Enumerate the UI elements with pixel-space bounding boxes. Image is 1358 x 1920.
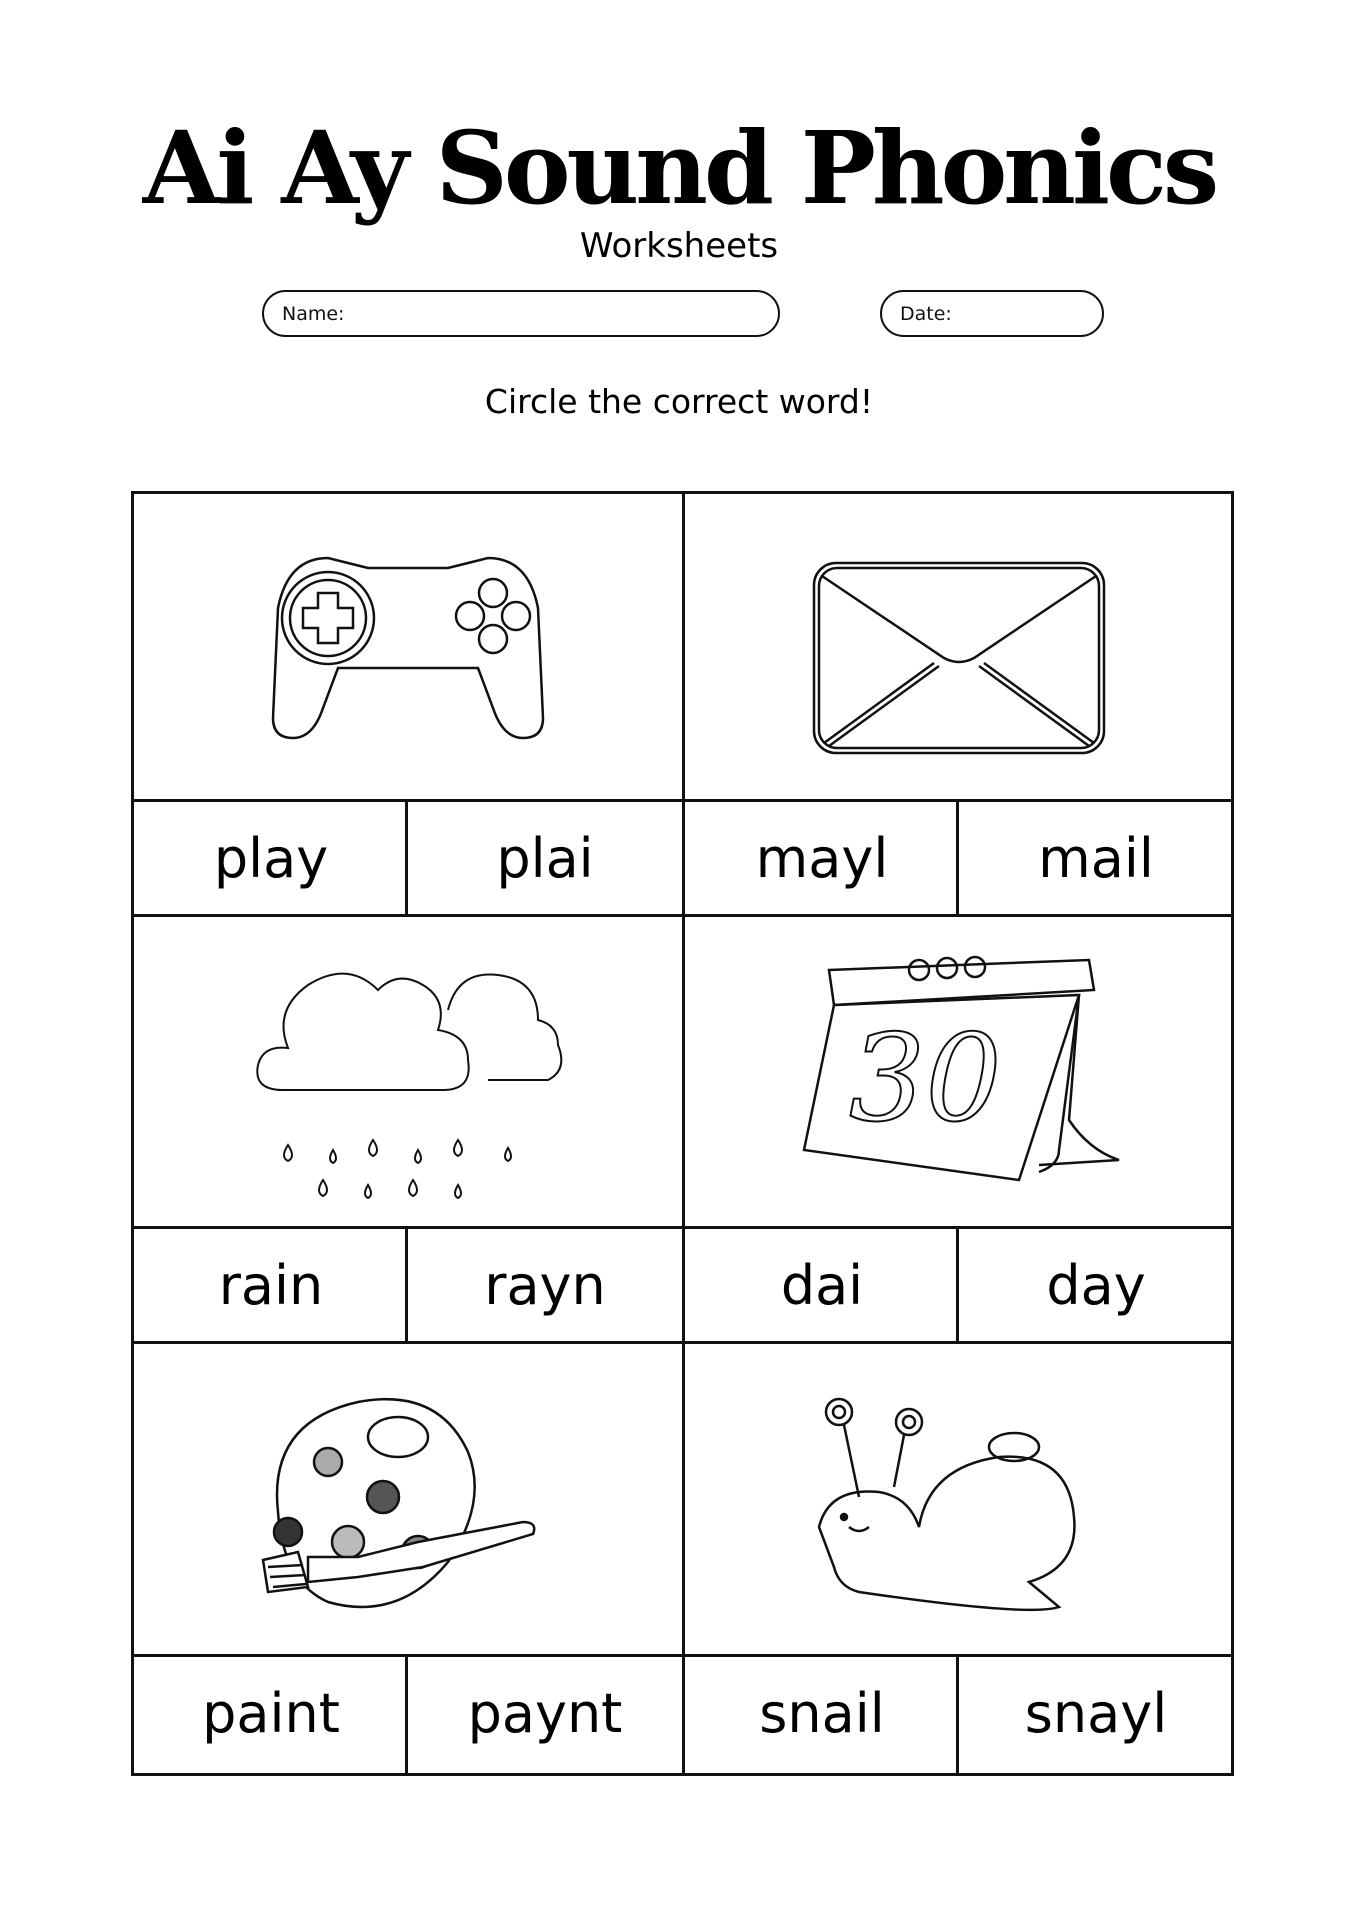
snail-icon bbox=[799, 1377, 1119, 1627]
calendar-number: 30 bbox=[849, 1010, 1002, 1149]
grid-divider bbox=[405, 1657, 408, 1776]
grid-divider bbox=[682, 494, 685, 1773]
worksheet-subtitle: Worksheets bbox=[579, 226, 779, 266]
grid-divider bbox=[134, 799, 1231, 802]
word-choice[interactable]: plai bbox=[496, 826, 594, 890]
picture-cell-1 bbox=[134, 494, 682, 802]
envelope-icon bbox=[804, 538, 1114, 758]
picture-cell-6 bbox=[685, 1348, 1233, 1656]
word-choice[interactable]: rayn bbox=[484, 1253, 606, 1317]
word-choice[interactable]: day bbox=[1046, 1253, 1146, 1317]
word-choice[interactable]: rain bbox=[218, 1253, 324, 1317]
grid-divider bbox=[134, 914, 1231, 917]
word-choice[interactable]: snail bbox=[759, 1681, 885, 1745]
grid-divider bbox=[405, 802, 408, 917]
word-choice[interactable]: mail bbox=[1038, 826, 1154, 890]
name-label: Name: bbox=[282, 302, 345, 325]
date-label: Date: bbox=[900, 302, 952, 325]
calendar-icon bbox=[789, 950, 1129, 1200]
word-choice[interactable]: paint bbox=[202, 1681, 340, 1745]
instruction-text: Circle the correct word! bbox=[484, 382, 874, 421]
picture-cell-3 bbox=[134, 921, 682, 1229]
word-choice[interactable]: mayl bbox=[755, 826, 889, 890]
grid-divider bbox=[405, 1229, 408, 1344]
word-choice[interactable]: play bbox=[213, 826, 329, 890]
word-choice[interactable]: paynt bbox=[467, 1681, 623, 1745]
grid-divider bbox=[134, 1341, 1231, 1344]
word-choice[interactable]: dai bbox=[780, 1253, 864, 1317]
grid-divider bbox=[956, 802, 959, 917]
game-controller-icon bbox=[248, 528, 568, 768]
name-field[interactable] bbox=[262, 290, 780, 337]
grid-divider bbox=[134, 1226, 1231, 1229]
picture-cell-4 bbox=[685, 921, 1233, 1229]
rain-cloud-icon bbox=[248, 940, 568, 1210]
word-choice[interactable]: snayl bbox=[1024, 1681, 1168, 1745]
picture-cell-5 bbox=[134, 1348, 682, 1656]
paint-palette-icon bbox=[248, 1382, 568, 1622]
exercise-grid bbox=[131, 491, 1234, 1776]
date-field[interactable] bbox=[880, 290, 1104, 337]
grid-divider bbox=[134, 1654, 1231, 1657]
worksheet-title: Ai Ay Sound Phonics bbox=[142, 109, 1216, 227]
grid-divider bbox=[956, 1229, 959, 1344]
grid-divider bbox=[956, 1657, 959, 1776]
picture-cell-2 bbox=[685, 494, 1233, 802]
